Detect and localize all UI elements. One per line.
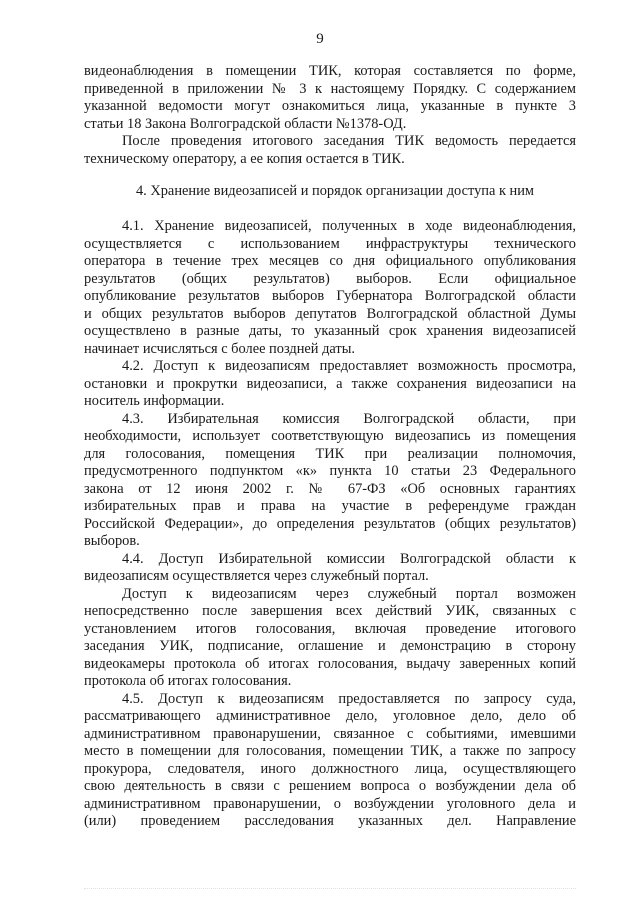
text-line: техническому оператору, а ее копия остается в ТИК. <box>84 150 405 167</box>
text-line: для голосования, помещения ТИК при реализации полномочия, <box>84 445 576 462</box>
text-line: результатов (общих результатов) выборов. Если официальное <box>84 270 576 287</box>
text-line: 4.2. Доступ к видеозаписям предоставляет возможность просмотра, <box>122 358 576 374</box>
text-line: видеозаписям осуществляется через служебный портал. <box>84 568 429 584</box>
text-line: предусмотренного подпунктом «к» пункта 10 статьи 23 Федерального <box>84 463 576 479</box>
text-line: необходимости, использует соответствующую видеозапись из помещения <box>84 428 576 444</box>
text-line: опубликование результатов выборов Губернатора Волгоградской области <box>84 288 576 304</box>
page-number: 9 <box>316 31 324 47</box>
text-line: (или) проведением расследования указанных дел. Направление <box>84 813 576 829</box>
text-line: непосредственно после завершения всех действий УИК, связанных с <box>84 603 576 619</box>
text-line: закона от 12 июня 2002 г. № 67-ФЗ «Об основных гарантиях <box>84 480 576 497</box>
text-line: статьи 18 Закона Волгоградской области №1378-ОД. <box>84 115 407 132</box>
text-line: административном правонарушении, связанное с событиями, имевшими <box>84 725 576 742</box>
text-line: видеокамеры протокола об итогах голосования, выдачу заверенных копий <box>84 655 576 672</box>
text-line: осуществляется с использованием инфраструктуры технического <box>84 235 576 252</box>
text-line: и общих результатов выборов депутатов Волгоградской областной Думы <box>84 305 576 322</box>
paragraph-block-intro <box>84 63 576 168</box>
text-line: осуществлено в разные даты, то указанный срок хранения видеозаписей <box>84 323 576 339</box>
text-line: указанной ведомости могут ознакомиться лица, указанные в пункте 3 <box>84 98 576 114</box>
paragraph-block-section-4 <box>84 218 576 831</box>
text-line: 4.1. Хранение видеозаписей, полученных в ходе видеонаблюдения, <box>122 218 576 234</box>
text-line: начинает исчисляться с более поздней даты. <box>84 340 355 357</box>
scan-artifact-divider <box>84 888 576 895</box>
section-heading: 4. Хранение видеозаписей и порядок организации доступа к ним <box>135 183 535 199</box>
text-line: остановки и прокрутки видеозаписи, а также сохранения видеозаписи на <box>84 375 576 392</box>
text-line: Доступ к видеозаписям через служебный портал возможен <box>122 585 576 602</box>
text-line: избирательных прав и права на участие в референдуме граждан <box>84 498 576 514</box>
text-line: видеонаблюдения в помещении ТИК, которая составляется по форме, <box>84 63 576 79</box>
text-line: свою деятельность в связи с решением вопроса о возбуждении дела об <box>84 778 576 794</box>
text-line: выборов. <box>84 533 140 549</box>
text-line: 4.5. Доступ к видеозаписям предоставляется по запросу суда, <box>122 690 576 707</box>
text-line: оператора в течение трех месяцев со дня официального опубликования <box>84 253 576 269</box>
text-line: рассматривающего административное дело, уголовное дело, дело об <box>84 708 576 724</box>
text-line: протокола об итогах голосования. <box>84 673 292 689</box>
text-line: 4.4. Доступ Избирательной комиссии Волгоградской области к <box>122 550 576 567</box>
text-line: прокурора, следователя, иного должностного лица, осуществляющего <box>84 760 576 777</box>
text-line: заседания УИК, подписание, оглашение и демонстрацию в сторону <box>84 638 576 654</box>
text-line: приведенной в приложении № 3 к настоящему Порядку. С содержанием <box>84 80 576 97</box>
text-line: 4.3. Избирательная комиссия Волгоградской области, при <box>122 410 576 427</box>
text-line: место в помещении для голосования, помещении ТИК, а также по запросу <box>84 743 576 759</box>
text-line: Российской Федерации», до определения результатов (общих результатов) <box>84 515 576 532</box>
text-line: носитель информации. <box>84 393 225 409</box>
text-line: После проведения итогового заседания ТИК ведомость передается <box>122 133 576 149</box>
text-line: установлением итогов голосования, включая проведение итогового <box>84 620 576 637</box>
text-line: административном правонарушении, о возбуждении уголовного дела и <box>84 795 576 812</box>
